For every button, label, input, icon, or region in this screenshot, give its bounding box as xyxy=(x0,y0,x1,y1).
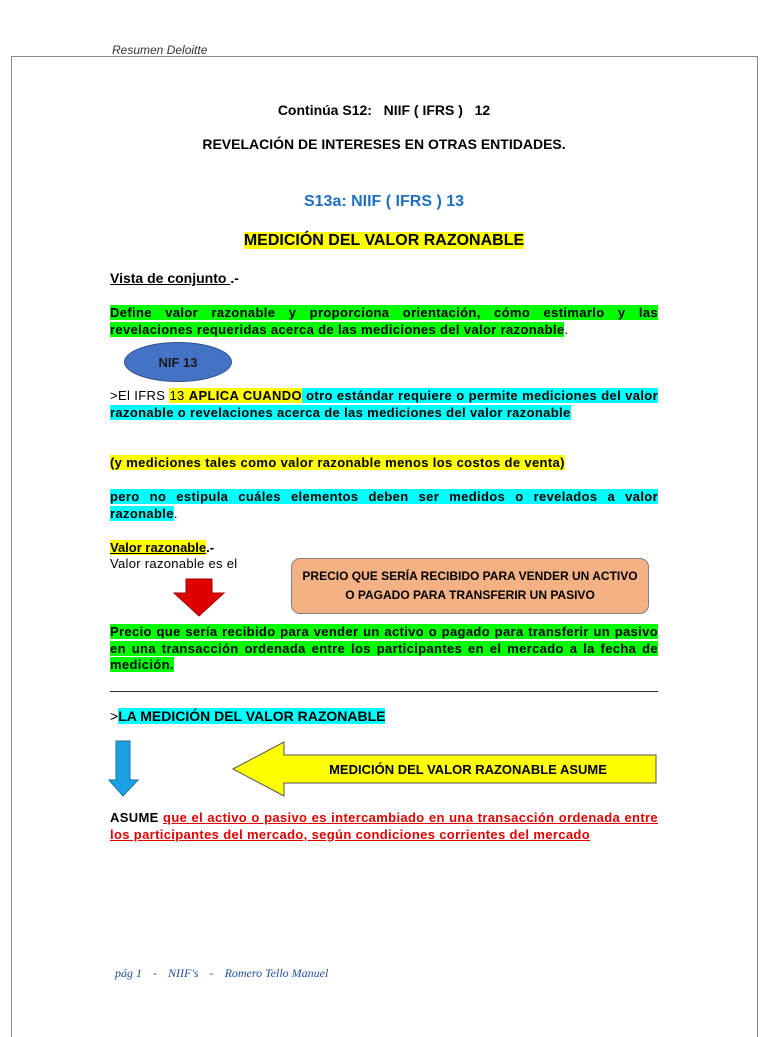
no-stipula-paragraph xyxy=(110,489,658,522)
applies-rest: otro estándar requiere o permite mediciones del valor razonable o revelaciones acerca de las mediciones del valor razonable xyxy=(110,388,659,420)
overview-paragraph xyxy=(110,305,658,338)
applies-keyword: APLICA CUANDO xyxy=(188,388,302,403)
footer-page: pág 1 xyxy=(115,966,142,980)
section-title: S13a: NIIF ( IFRS ) 13 xyxy=(303,193,465,210)
no-stipula-end: . xyxy=(173,505,178,521)
medicion-text: LA MEDICIÓN DEL VALOR RAZONABLE xyxy=(118,708,386,724)
overview-text-end: . xyxy=(564,321,569,337)
down-arrow-red-icon xyxy=(172,578,226,618)
valor-razonable-label: Valor razonable xyxy=(110,540,207,555)
main-heading xyxy=(110,232,658,250)
overview-label: Vista de conjunto xyxy=(110,270,231,286)
applies-paragraph xyxy=(110,388,658,421)
overview-label-suffix: .- xyxy=(230,270,239,286)
definition-paragraph xyxy=(110,624,658,674)
no-stipula-text: pero no estipula cuáles elementos deben ser medidos o revelados a valor razonable xyxy=(110,489,658,521)
valor-razonable-heading xyxy=(110,540,214,555)
applies-number: 13 xyxy=(169,388,185,403)
arrow-label: MEDICIÓN DEL VALOR RAZONABLE ASUME xyxy=(329,762,607,777)
mediciones-note xyxy=(110,455,658,472)
overview-text: Define valor razonable y proporciona orientación, cómo estimarlo y las revelaciones requeridas acerca de las mediciones del valor razonable xyxy=(110,305,658,337)
mediciones-note-text: (y mediciones tales como valor razonable menos los costos de venta) xyxy=(110,455,565,470)
section-divider xyxy=(110,691,658,692)
price-definition-callout: PRECIO QUE SERÍA RECIBIDO PARA VENDER UN ACTIVO O PAGADO PARA TRANSFERIR UN PASIVO xyxy=(291,558,649,614)
valor-razonable-suffix: .- xyxy=(206,540,215,555)
down-arrow-blue-icon xyxy=(108,740,140,798)
continuation-subtitle: REVELACIÓN DE INTERESES EN OTRAS ENTIDADES. xyxy=(202,136,566,152)
footer-sep1: - xyxy=(153,966,157,980)
continuation-title: Continúa S12: NIIF ( IFRS ) 12 xyxy=(277,102,491,118)
footer-author: Romero Tello Manuel xyxy=(224,966,329,980)
definition-text: Precio que sería recibido para vender un activo o pagado para transferir un pasivo en una transacción ordenada entre los participantes en el mercado a la fecha de medición. xyxy=(110,624,658,672)
applies-prefix: >El IFRS xyxy=(110,388,170,403)
footer-subject: NIIF's xyxy=(168,966,199,980)
asume-text: que el activo o pasivo es intercambiado en una transacción ordenada entre los participantes del mercado, según condiciones corrientes del mercado xyxy=(110,810,658,842)
asume-keyword: ASUME xyxy=(110,810,164,825)
main-heading-text: MEDICIÓN DEL VALOR RAZONABLE xyxy=(243,232,525,249)
overview-heading xyxy=(110,270,239,286)
header-note: Resumen Deloitte xyxy=(112,43,208,57)
valor-razonable-intro: Valor razonable es el xyxy=(110,556,238,571)
asume-paragraph xyxy=(110,810,658,843)
page-footer xyxy=(115,966,336,981)
medicion-heading xyxy=(110,708,385,724)
footer-sep2: - xyxy=(209,966,214,980)
nif-badge: NIF 13 xyxy=(124,342,232,382)
medicion-prefix: > xyxy=(110,708,119,724)
